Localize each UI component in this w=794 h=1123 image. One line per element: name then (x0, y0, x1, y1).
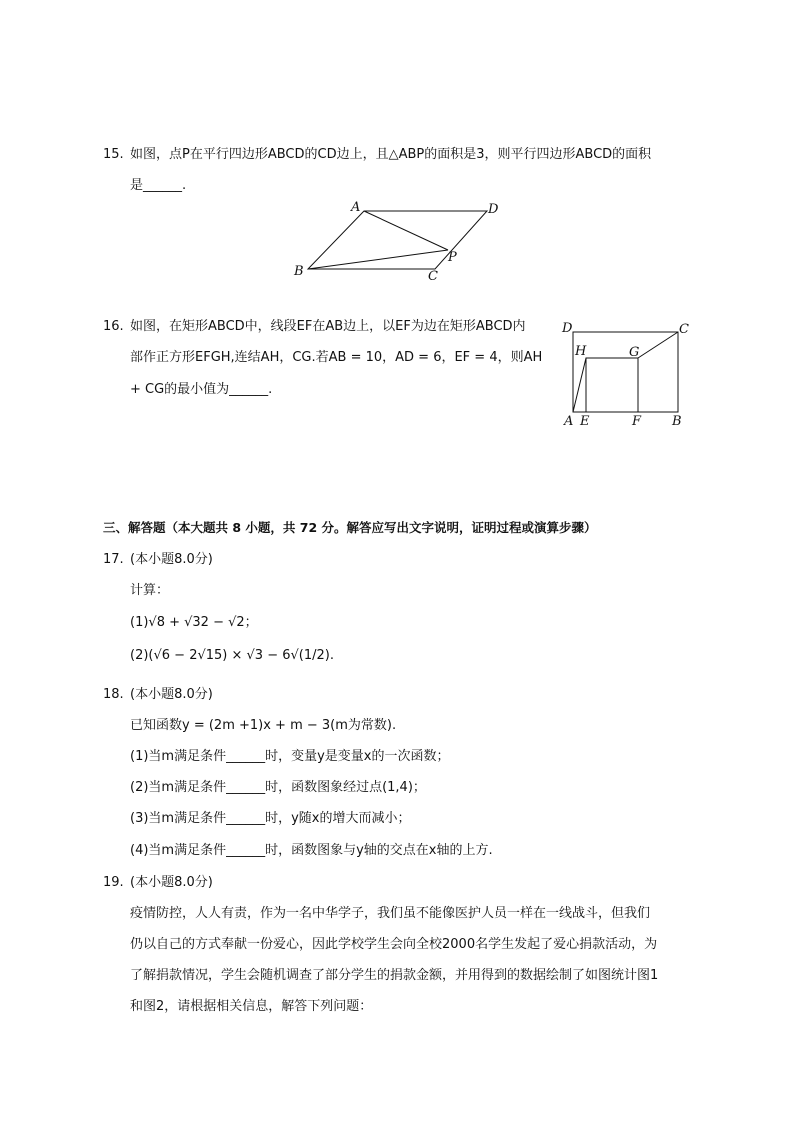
label-c: C (428, 269, 438, 284)
q18-item1: (1)当m满足条件______时，变量y是变量x的一次函数； (130, 749, 450, 764)
label-d: D (562, 321, 573, 336)
q18-score: (本小题8.0分) (130, 687, 213, 702)
q15-text-line2: 是______. (130, 178, 187, 193)
q17-intro: 计算： (130, 583, 170, 598)
q18-item2: (2)当m满足条件______时，函数图象经过点(1,4)； (130, 780, 426, 795)
label-d: D (488, 202, 499, 217)
q19-score: (本小题8.0分) (130, 875, 213, 890)
segment-ap (364, 211, 448, 250)
q19-text-line2: 仍以自己的方式奉献一份爱心，因此学校学生会向全校2000名学生发起了爱心捐款活动，为 (130, 937, 658, 952)
segment-bp (308, 250, 448, 269)
q16-text-line1: 如图，在矩形ABCD中，线段EF在AB边上，以EF为边在矩形ABCD内 (130, 319, 526, 334)
label-g: G (629, 345, 640, 360)
q15-text-line1: 如图，点P在平行四边形ABCD的CD边上，且△ABP的面积是3，则平行四边形ABCD的面积 (130, 147, 652, 162)
q16-text-line2: 部作正方形EFGH,连结AH，CG.若AB = 10，AD = 6，EF = 4，则AH (130, 350, 543, 365)
q18-item4: (4)当m满足条件______时，函数图象与y轴的交点在x轴的上方. (130, 843, 493, 858)
square-efgh (586, 358, 638, 412)
q19-number: 19. (103, 875, 124, 890)
q18-number: 18. (103, 687, 124, 702)
q16-text-line3: + CG的最小值为______. (130, 382, 273, 397)
q18-item3: (3)当m满足条件______时，y随x的增大而减小； (130, 811, 411, 826)
segment-cg (638, 332, 678, 358)
segment-ah (573, 358, 586, 412)
rectangle-abcd (573, 332, 678, 412)
q16-rectangle-figure (558, 318, 696, 430)
q16-number: 16. (103, 319, 124, 334)
q17-number: 17. (103, 552, 124, 567)
q18-intro: 已知函数y = (2m +1)x + m − 3(m为常数). (130, 718, 397, 733)
parallelogram-abcd (308, 211, 487, 269)
label-c: C (679, 322, 689, 337)
q19-text-line4: 和图2，请根据相关信息，解答下列问题： (130, 999, 373, 1014)
q17-item1: (1)√8 + √32 − √2； (130, 615, 258, 630)
label-b: B (294, 264, 304, 279)
q19-text-line3: 了解捐款情况，学生会随机调查了部分学生的捐款金额，并用得到的数据绘制了如图统计图1 (130, 968, 659, 983)
label-a: A (564, 414, 574, 429)
q17-score: (本小题8.0分) (130, 552, 213, 567)
label-f: F (632, 414, 642, 429)
q15-parallelogram-figure (290, 198, 510, 284)
section-3-title: 三、解答题（本大题共 8 小题，共 72 分。解答应写出文字说明，证明过程或演算步骤） (103, 520, 597, 535)
label-p: P (448, 250, 457, 265)
label-a: A (351, 200, 361, 215)
label-h: H (575, 344, 587, 359)
q15-number: 15. (103, 147, 124, 162)
label-b: B (672, 414, 682, 429)
label-e: E (580, 414, 590, 429)
q19-text-line1: 疫情防控，人人有责，作为一名中华学子，我们虽不能像医护人员一样在一线战斗，但我们 (130, 906, 651, 921)
q17-item2: (2)(√6 − 2√15) × √3 − 6√(1/2). (130, 648, 334, 663)
